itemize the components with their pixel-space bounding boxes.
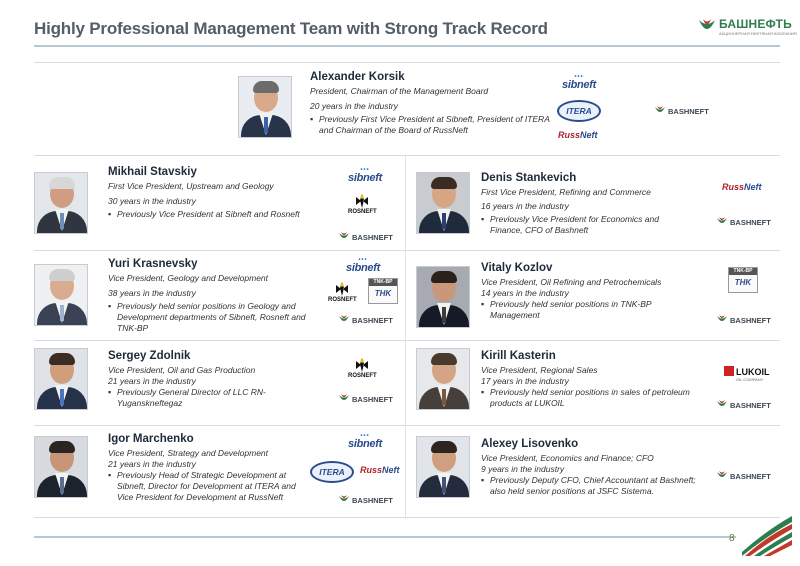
- person-name: Alexey Lisovenko: [481, 438, 579, 450]
- person-role: Vice President, Strategy and Development: [108, 448, 269, 458]
- bashneft-logo: BASHNEFT: [654, 106, 709, 116]
- person-role: Vice President, Geology and Development: [108, 273, 269, 283]
- rosneft-logo: ROSNEFT: [348, 358, 377, 379]
- russneft-logo: RussNeft: [558, 130, 598, 140]
- russneft-logo: RussNeft: [360, 465, 400, 475]
- person-years: 21 years in the industry: [108, 459, 196, 469]
- footer-rule: [34, 536, 736, 538]
- person-note: ▪ Previously held senior positions in TNK-BP Management: [481, 299, 681, 321]
- divider: [34, 155, 780, 156]
- person-note: ▪ Previously held senior positions in sales of petroleum products at LUKOIL: [481, 387, 696, 409]
- person-note: ▪ Previously First Vice President at Sibneft, President of ITERA and Chairman of the Board of RussNeft: [310, 114, 558, 136]
- tnkbp-logo: TNK-BP TΗK: [728, 267, 758, 293]
- person-years: 38 years in the industry: [108, 288, 196, 298]
- divider: [34, 517, 780, 518]
- person-name: Sergey Zdolnik: [108, 350, 191, 362]
- bashneft-brand-logo: [696, 16, 797, 40]
- bashneft-logo: BASHNEFT: [338, 495, 393, 505]
- header-rule: [34, 45, 780, 47]
- person-role: First Vice President, Refining and Commerce: [481, 187, 651, 197]
- tnkbp-logo: TNK-BP TΗK: [368, 278, 398, 304]
- person-years: 14 years in the industry: [481, 288, 569, 298]
- person-photo: [34, 348, 88, 410]
- itera-logo: ITERA: [310, 461, 354, 483]
- page-number: 8: [729, 533, 735, 544]
- person-photo: [238, 76, 292, 138]
- person-note: ▪ Previously General Director of LLC RN-Yuganskneftegaz: [108, 387, 288, 409]
- rosneft-logo: ROSNEFT: [348, 194, 377, 215]
- person-photo: [34, 264, 88, 326]
- person-photo: [34, 172, 88, 234]
- person-name: Alexander Korsik: [310, 71, 405, 83]
- rosneft-logo: ROSNEFT: [328, 282, 357, 303]
- person-note: ▪ Previously Vice President for Economics and Finance, CFO of Bashneft: [481, 214, 691, 236]
- person-photo: [416, 266, 470, 328]
- person-role: President, Chairman of the Management Board: [310, 86, 489, 96]
- person-name: Denis Stankevich: [481, 172, 577, 184]
- bashneft-drop-icon: [696, 16, 718, 38]
- person-name: Yuri Krasnevsky: [108, 258, 198, 270]
- person-years: 9 years in the industry: [481, 464, 565, 474]
- person-years: 16 years in the industry: [481, 201, 569, 211]
- bashneft-logo: BASHNEFT: [716, 315, 771, 325]
- sibneft-logo: ••• sibneft: [562, 74, 596, 91]
- bashneft-logo: BASHNEFT: [338, 232, 393, 242]
- person-photo: [416, 348, 470, 410]
- sibneft-logo: ••• sibneft: [348, 433, 382, 450]
- bashneft-logo: BASHNEFT: [338, 394, 393, 404]
- person-name: Mikhail Stavskiy: [108, 166, 197, 178]
- bashneft-logo: BASHNEFT: [338, 315, 393, 325]
- bashneft-logo: BASHNEFT: [716, 217, 771, 227]
- divider: [34, 340, 780, 341]
- person-note: ▪ Previously Deputy CFO, Chief Accountant at Bashneft; also held senior positions at JSFC Sistema.: [481, 475, 701, 497]
- person-note: ▪ Previously held senior positions in Geology and Development departments of Sibneft, Rosneft and TNK-BP: [108, 301, 318, 334]
- lukoil-logo: LUKOIL OIL COMPANY: [724, 366, 770, 382]
- person-name: Kirill Kasterin: [481, 350, 556, 362]
- divider: [34, 250, 780, 251]
- person-photo: [416, 436, 470, 498]
- brand-name: БАШНЕФТЬ: [719, 17, 792, 31]
- corner-stripes-decoration: [742, 516, 792, 556]
- brand-subtitle: АКЦИОНЕРНАЯ НЕФТЯНАЯ КОМПАНИЯ: [719, 31, 797, 36]
- sibneft-logo: ••• sibneft: [348, 167, 382, 184]
- bashneft-logo: BASHNEFT: [716, 471, 771, 481]
- person-years: 20 years in the industry: [310, 101, 398, 111]
- person-role: Vice President, Oil and Gas Production: [108, 365, 256, 375]
- person-note: ▪ Previously Vice President at Sibneft and Rosneft: [108, 209, 318, 220]
- person-years: 17 years in the industry: [481, 376, 569, 386]
- russneft-logo: RussNeft: [722, 182, 762, 192]
- person-name: Igor Marchenko: [108, 433, 194, 445]
- bashneft-logo: BASHNEFT: [716, 400, 771, 410]
- page-title: Highly Professional Management Team with Strong Track Record: [34, 19, 548, 38]
- itera-logo: ITERA: [557, 100, 601, 122]
- person-role: Vice President, Regional Sales: [481, 365, 598, 375]
- person-note: ▪ Previously Head of Strategic Development at Sibneft, Director for Development at ITERA and Vice President for Development at RussNeft: [108, 470, 313, 503]
- person-years: 30 years in the industry: [108, 196, 196, 206]
- person-photo: [34, 436, 88, 498]
- divider: [34, 62, 780, 63]
- person-photo: [416, 172, 470, 234]
- person-role: First Vice President, Upstream and Geology: [108, 181, 274, 191]
- person-role: Vice President, Economics and Finance; CFO: [481, 453, 654, 463]
- divider: [34, 425, 780, 426]
- person-role: Vice President, Oil Refining and Petrochemicals: [481, 277, 662, 287]
- person-years: 21 years in the industry: [108, 376, 196, 386]
- sibneft-logo: ••• sibneft: [346, 257, 380, 274]
- column-divider: [405, 155, 406, 517]
- person-name: Vitaly Kozlov: [481, 262, 553, 274]
